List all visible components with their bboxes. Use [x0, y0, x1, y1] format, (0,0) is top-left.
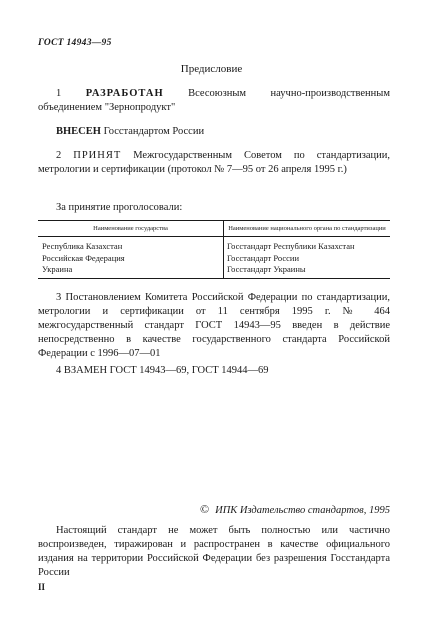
section-2-text: Межгосударственным Советом по стандартизации, метрологии и сертификации (протокол № 7—95 от 26 апреля 1995 г.) — [38, 150, 391, 175]
section-1-keyword: РАЗРАБОТАН — [85, 88, 164, 99]
national-body-cell: Госстандарт России — [227, 252, 300, 263]
state-cell: Украина — [38, 264, 224, 278]
copyright-line — [200, 502, 390, 517]
state-cell: Республика Казахстан — [38, 237, 224, 253]
table-row — [38, 264, 390, 278]
section-2-keyword: ПРИНЯТ — [73, 150, 122, 161]
voting-intro: За принятие проголосовали: — [56, 202, 183, 213]
national-body-cell: Госстандарт Украины — [224, 264, 391, 278]
header-national-body: Наименование национального органа по стандартизации — [224, 221, 391, 237]
copyright-symbol: © — [199, 502, 210, 516]
section-2 — [38, 149, 390, 177]
section-1-number: 1 — [56, 88, 62, 99]
copyright-text: ИПК Издательство стандартов, 1995 — [215, 505, 390, 516]
national-body-cell: Госстандарт Республики Казахстан — [227, 241, 355, 251]
section-2-number: 2 — [56, 150, 62, 161]
header-state: Наименование государства — [38, 221, 224, 237]
section-4: 4 ВЗАМЕН ГОСТ 14943—69, ГОСТ 14944—69 — [56, 365, 269, 376]
voting-table-header — [38, 221, 390, 237]
introduced-keyword: ВНЕСЕН — [56, 126, 101, 137]
section-1-text: Всесоюзным научно-производственным объединением "Зернопродукт" — [38, 88, 390, 113]
state-cell: Российская Федерация — [38, 253, 224, 265]
introduced-text: Госстандартом России — [103, 126, 205, 137]
page-number: II — [38, 582, 46, 592]
section-3: 3 Постановлением Комитета Российской Федерации по стандартизации, метрологии и сертификации от 11 сентября 1995 г. № 464 межгосударственный стандарт ГОСТ 14943—95 введен в действие непосредственно в качестве государственного стандарта Российской Федерации с 1996—07—01 — [38, 292, 390, 359]
section-1 — [38, 87, 390, 115]
reproduction-notice: Настоящий стандарт не может быть полностью или частично воспроизведен, тиражирован и распространен в качестве официального издания на территории Российской Федерации без разрешения Госстандарта России — [38, 525, 390, 578]
table-row — [38, 253, 390, 265]
standard-code-header: ГОСТ 14943—95 — [38, 38, 112, 48]
introduced-by — [38, 125, 390, 139]
table-row — [38, 237, 390, 253]
page-title: Предисловие — [180, 63, 243, 75]
voting-table — [38, 220, 390, 279]
